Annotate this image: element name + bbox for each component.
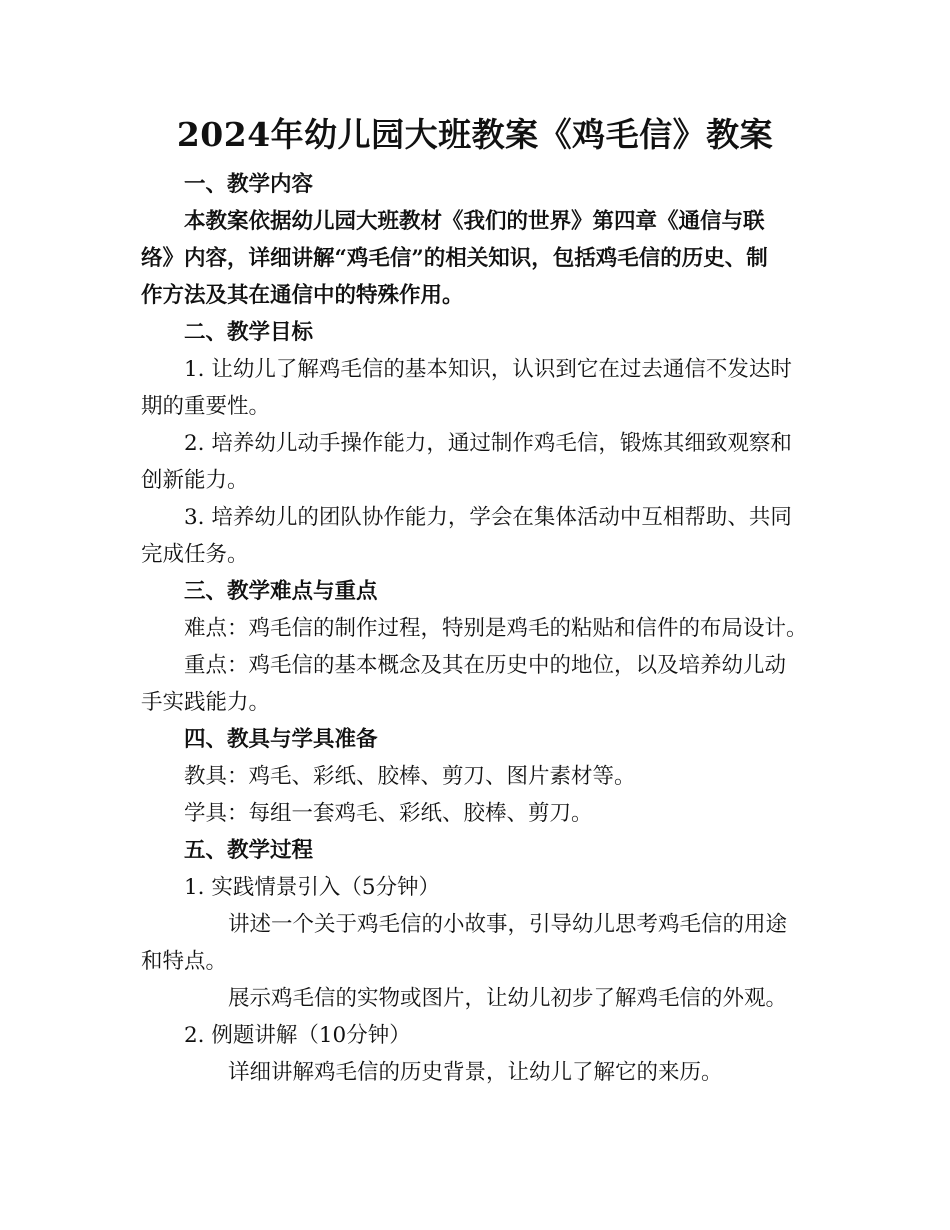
paragraph-line: 2. 培养幼儿动手操作能力，通过制作鸡毛信，锻炼其细致观察和: [184, 431, 792, 456]
paragraph-line: 展示鸡毛信的实物或图片，让幼儿初步了解鸡毛信的外观。: [228, 986, 788, 1011]
paragraph-line: 学具：每组一套鸡毛、彩纸、胶棒、剪刀。: [184, 801, 593, 826]
document-title: 2024年幼儿园大班教案《鸡毛信》教案: [176, 115, 774, 154]
paragraph-line: 完成任务。: [141, 542, 249, 567]
paragraph-line: 详细讲解鸡毛信的历史背景，让幼儿了解它的来历。: [228, 1060, 723, 1085]
paragraph-line: 络》内容，详细讲解“鸡毛信”的相关知识，包括鸡毛信的历史、制: [141, 246, 768, 271]
paragraph-line: 重点：鸡毛信的基本概念及其在历史中的地位，以及培养幼儿动: [184, 653, 787, 678]
section-heading-5: 五、教学过程: [184, 838, 314, 863]
paragraph-line: 教具：鸡毛、彩纸、胶棒、剪刀、图片素材等。: [184, 764, 636, 789]
paragraph-line: 期的重要性。: [141, 394, 271, 419]
section-heading-1: 一、教学内容: [184, 172, 314, 197]
paragraph-line: 2. 例题讲解（10分钟）: [184, 1023, 411, 1048]
paragraph-line: 和特点。: [141, 949, 228, 974]
paragraph-line: 作方法及其在通信中的特殊作用。: [141, 283, 464, 308]
paragraph-line: 本教案依据幼儿园大班教材《我们的世界》第四章《通信与联: [184, 209, 765, 234]
paragraph-line: 难点：鸡毛信的制作过程，特别是鸡毛的粘贴和信件的布局设计。: [184, 616, 808, 641]
paragraph-line: 讲述一个关于鸡毛信的小故事，引导幼儿思考鸡毛信的用途: [228, 912, 788, 937]
section-heading-4: 四、教具与学具准备: [184, 727, 378, 752]
paragraph-line: 手实践能力。: [141, 690, 271, 715]
section-heading-3: 三、教学难点与重点: [184, 579, 378, 604]
section-heading-2: 二、教学目标: [184, 320, 314, 345]
paragraph-line: 1. 实践情景引入（5分钟）: [184, 875, 441, 900]
paragraph-line: 1. 让幼儿了解鸡毛信的基本知识，认识到它在过去通信不发达时: [184, 357, 792, 382]
paragraph-line: 3. 培养幼儿的团队协作能力，学会在集体活动中互相帮助、共同: [184, 505, 792, 530]
paragraph-line: 创新能力。: [141, 468, 249, 493]
